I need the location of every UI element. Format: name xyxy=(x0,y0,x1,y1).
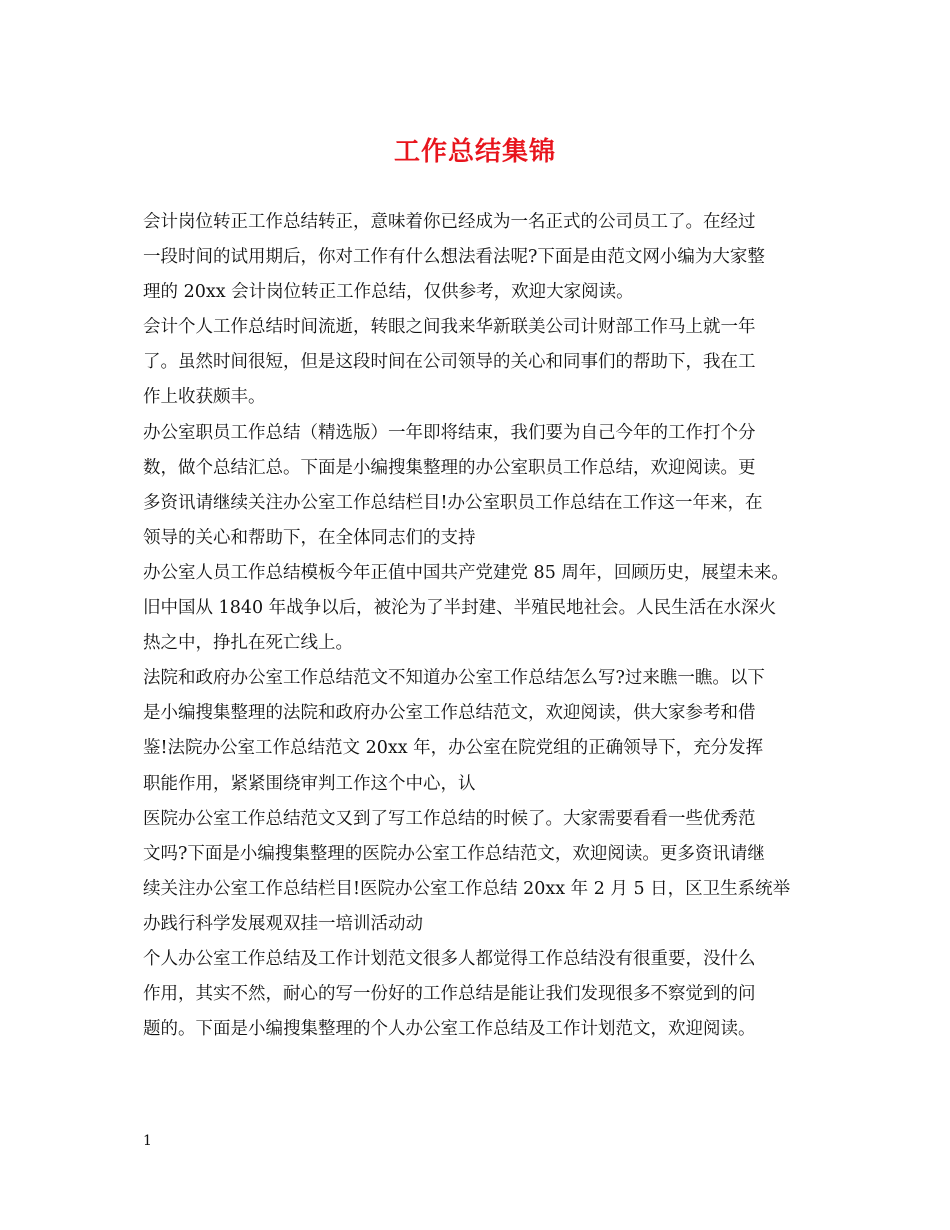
text-line: 数，做个总结汇总。下面是小编搜集整理的办公室职员工作总结，欢迎阅读。更 xyxy=(143,457,756,478)
text-line: 文吗?下面是小编搜集整理的医院办公室工作总结范文，欢迎阅读。更多资讯请继 xyxy=(143,843,765,864)
text-line: 职能作用，紧紧围绕审判工作这个中心，认 xyxy=(143,773,476,794)
text-line: 法院和政府办公室工作总结范文不知道办公室工作总结怎么写?过来瞧一瞧。以下 xyxy=(143,668,765,689)
text-line: 理的 20xx 会计岗位转正工作总结，仅供参考，欢迎大家阅读。 xyxy=(143,282,634,303)
document-title: 工作总结集锦 xyxy=(393,137,556,167)
text-line: 题的。下面是小编搜集整理的个人办公室工作总结及工作计划范文，欢迎阅读。 xyxy=(143,1019,756,1040)
text-line: 办践行科学发展观双挂一培训活动动 xyxy=(143,913,423,934)
text-line: 续关注办公室工作总结栏目!医院办公室工作总结 20xx 年 2 月 5 日，区卫生系统举 xyxy=(143,878,791,899)
text-line: 个人办公室工作总结及工作计划范文很多人都觉得工作总结没有很重要，没什么 xyxy=(143,948,756,969)
document-body xyxy=(143,205,823,1047)
text-line: 一段时间的试用期后，你对工作有什么想法看法呢?下面是由范文网小编为大家整 xyxy=(143,247,765,268)
text-line: 是小编搜集整理的法院和政府办公室工作总结范文，欢迎阅读，供大家参考和借 xyxy=(143,703,756,724)
text-line: 办公室人员工作总结模板今年正值中国共产党建党 85 周年，回顾历史，展望未来。 xyxy=(143,562,789,583)
text-line: 鉴!法院办公室工作总结范文 20xx 年，办公室在院党组的正确领导下，充分发挥 xyxy=(143,738,764,759)
text-line: 作用，其实不然，耐心的写一份好的工作总结是能让我们发现很多不察觉到的问 xyxy=(143,984,756,1005)
text-line: 作上收获颇丰。 xyxy=(143,387,266,408)
text-line: 办公室职员工作总结（精选版）一年即将结束，我们要为自己今年的工作打个分 xyxy=(143,422,756,443)
text-line: 领导的关心和帮助下，在全体同志们的支持 xyxy=(143,527,476,548)
text-line: 会计岗位转正工作总结转正，意味着你已经成为一名正式的公司员工了。在经过 xyxy=(143,212,756,232)
text-line: 了。虽然时间很短，但是这段时间在公司领导的关心和同事们的帮助下，我在工 xyxy=(143,352,756,373)
text-line: 旧中国从 1840 年战争以后，被沦为了半封建、半殖民地社会。人民生活在水深火 xyxy=(143,598,777,619)
text-line: 会计个人工作总结时间流逝，转眼之间我来华新联美公司计财部工作马上就一年 xyxy=(143,317,756,338)
page-number: 1 xyxy=(143,1133,152,1149)
text-line: 热之中，挣扎在死亡线上。 xyxy=(143,633,353,654)
text-line: 多资讯请继续关注办公室工作总结栏目!办公室职员工作总结在工作这一年来，在 xyxy=(143,492,763,513)
text-line: 医院办公室工作总结范文又到了写工作总结的时候了。大家需要看看一些优秀范 xyxy=(143,808,756,829)
